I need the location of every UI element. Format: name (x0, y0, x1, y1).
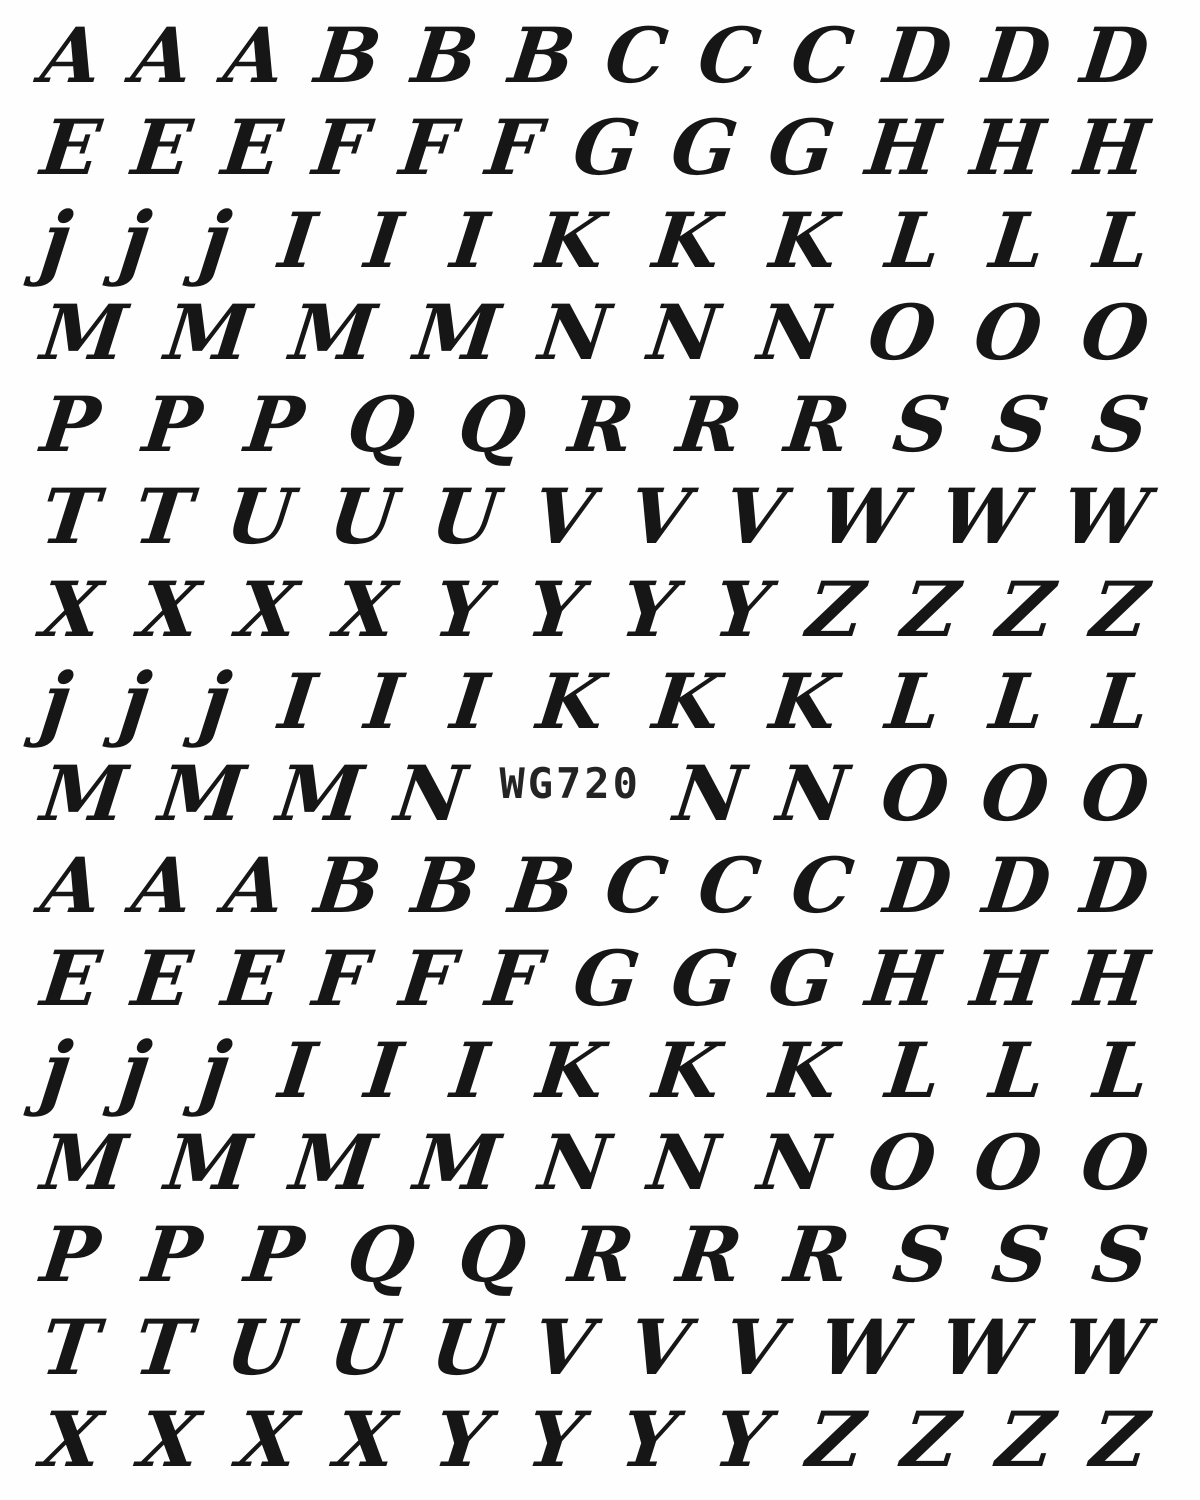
letter-glyph: L (881, 195, 946, 285)
letter-glyph: X (36, 1394, 107, 1484)
letter-glyph: T (129, 472, 197, 562)
letter-glyph: A (36, 11, 107, 101)
letter-glyph: N (772, 749, 854, 839)
letter-glyph: M (154, 749, 250, 839)
letter-glyph: Z (992, 1394, 1059, 1484)
letter-glyph: I (274, 656, 322, 746)
letter-glyph: K (532, 195, 610, 285)
letter-glyph: P (138, 380, 207, 470)
letter-glyph: Y (709, 564, 775, 654)
letter-glyph: R (780, 1210, 855, 1300)
letter-glyph: L (985, 656, 1050, 746)
letter-glyph: Z (1087, 1394, 1154, 1484)
letter-row (0, 287, 1200, 377)
letter-glyph: S (987, 380, 1054, 470)
letter-glyph: O (1076, 749, 1154, 839)
letter-glyph: M (36, 287, 132, 377)
letter-glyph: P (138, 1210, 207, 1300)
letter-glyph: K (532, 1025, 610, 1115)
letter-row (0, 474, 1200, 560)
letter-glyph: E (127, 933, 197, 1023)
letter-glyph: B (310, 11, 387, 101)
letter-glyph: H (966, 103, 1049, 193)
letter-glyph: j (194, 654, 236, 749)
letter-glyph: G (666, 933, 743, 1023)
letter-glyph: I (274, 195, 322, 285)
letter-glyph: D (879, 841, 957, 931)
letter-glyph: D (1076, 841, 1154, 931)
letter-glyph: Q (342, 380, 420, 470)
letter-glyph: j (36, 1023, 77, 1118)
letter-glyph: j (115, 193, 157, 288)
letter-glyph: D (978, 11, 1056, 101)
letter-glyph: C (786, 841, 859, 931)
letter-glyph: T (36, 472, 105, 562)
letter-glyph: D (1076, 11, 1154, 101)
letter-row (0, 1212, 1200, 1298)
letter-glyph: A (128, 841, 198, 931)
letter-glyph: Y (522, 564, 588, 654)
letter-glyph: V (719, 1302, 790, 1392)
letter-glyph: G (764, 933, 840, 1023)
letter-glyph: j (194, 1023, 236, 1118)
letter-glyph: I (360, 195, 407, 285)
letter-glyph: R (672, 1210, 747, 1300)
letter-glyph: O (876, 749, 954, 839)
letter-glyph: K (648, 1025, 726, 1115)
letter-glyph: B (407, 11, 483, 101)
letter-glyph: W (935, 472, 1032, 562)
letter-glyph: F (482, 103, 547, 193)
letter-glyph: I (446, 195, 493, 285)
letter-glyph: W (814, 472, 911, 562)
letter-glyph: N (669, 749, 750, 839)
letter-glyph: N (753, 287, 835, 377)
letter-glyph: M (285, 1118, 381, 1208)
letter-glyph: W (814, 1302, 911, 1392)
letter-glyph: V (624, 472, 694, 562)
letter-glyph: O (1076, 287, 1154, 377)
letter-glyph: W (1057, 472, 1154, 562)
letter-glyph: P (240, 380, 309, 470)
letter-glyph: X (331, 1394, 401, 1484)
letter-glyph: Z (803, 1394, 870, 1484)
letter-glyph: E (217, 933, 287, 1023)
letter-glyph: S (1087, 1210, 1154, 1300)
letter-glyph: V (529, 472, 599, 562)
letter-glyph: X (134, 1394, 205, 1484)
letter-glyph: Q (453, 380, 531, 470)
letter-glyph: H (861, 103, 945, 193)
letter-glyph: T (129, 1302, 197, 1392)
letter-glyph: E (36, 933, 106, 1023)
letter-glyph: X (36, 564, 107, 654)
letter-row (0, 933, 1200, 1023)
letter-glyph: E (127, 103, 197, 193)
letter-glyph: G (666, 103, 743, 193)
letter-glyph: C (693, 841, 766, 931)
letter-glyph: H (861, 933, 945, 1023)
letter-glyph: N (534, 1118, 615, 1208)
letter-glyph: U (426, 1302, 504, 1392)
letter-glyph: X (331, 564, 401, 654)
letter-glyph: N (643, 287, 725, 377)
letter-glyph: U (324, 472, 402, 562)
letter-glyph: j (115, 654, 157, 749)
letter-glyph: U (221, 1302, 300, 1392)
letter-glyph: S (888, 380, 955, 470)
letter-glyph: Z (1087, 564, 1154, 654)
letter-glyph: C (600, 841, 673, 931)
letter-glyph: I (446, 656, 493, 746)
letter-glyph: M (409, 287, 505, 377)
letter-glyph: O (969, 287, 1048, 377)
letter-glyph: N (643, 1118, 725, 1208)
letter-glyph: N (534, 287, 615, 377)
letter-glyph: H (1070, 103, 1154, 193)
letter-row (0, 1120, 1200, 1206)
letter-glyph: T (36, 1302, 105, 1392)
letter-glyph: Y (709, 1394, 775, 1484)
letter-glyph: N (390, 749, 472, 839)
letter-glyph: M (409, 1118, 505, 1208)
letter-glyph: A (36, 841, 107, 931)
letter-glyph: M (36, 749, 132, 839)
letter-row (0, 564, 1200, 654)
letter-glyph: O (863, 1118, 941, 1208)
letter-glyph: U (426, 472, 504, 562)
letter-glyph: F (395, 103, 461, 193)
letter-glyph: V (719, 472, 790, 562)
letter-glyph: M (161, 1118, 257, 1208)
letter-glyph: Y (616, 1394, 682, 1484)
letter-glyph: B (310, 841, 387, 931)
letter-row (0, 751, 1200, 837)
letter-glyph: V (529, 1302, 599, 1392)
letter-glyph: M (161, 287, 257, 377)
letter-glyph: X (134, 564, 205, 654)
letter-glyph: K (648, 656, 726, 746)
letter-row (0, 105, 1200, 191)
letter-glyph: R (564, 380, 639, 470)
letter-glyph: A (219, 841, 290, 931)
letter-glyph: Z (897, 564, 965, 654)
letter-glyph: P (240, 1210, 309, 1300)
letter-glyph: M (272, 749, 368, 839)
letter-glyph: A (219, 11, 290, 101)
letter-glyph: G (568, 933, 645, 1023)
letter-glyph: B (504, 11, 580, 101)
letter-glyph: F (482, 933, 547, 1023)
letter-glyph: L (1089, 656, 1154, 746)
letter-glyph: G (764, 103, 840, 193)
letter-glyph: X (232, 564, 303, 654)
letter-glyph: I (446, 1025, 493, 1115)
letter-glyph: M (285, 287, 381, 377)
letter-glyph: S (1087, 380, 1154, 470)
letter-glyph: F (395, 933, 461, 1023)
product-code: WG720 (499, 759, 641, 809)
letter-glyph: K (532, 656, 610, 746)
letter-glyph: O (969, 1118, 1048, 1208)
letter-glyph: Z (803, 564, 870, 654)
letter-glyph: R (672, 380, 747, 470)
letter-glyph: L (985, 195, 1050, 285)
letter-glyph: W (1057, 1302, 1154, 1392)
letter-glyph: O (863, 287, 941, 377)
letter-glyph: K (648, 195, 726, 285)
letter-glyph: H (1070, 933, 1154, 1023)
letter-glyph: E (217, 103, 287, 193)
letter-row (0, 1023, 1200, 1118)
letter-glyph: F (308, 103, 374, 193)
letter-glyph: H (966, 933, 1049, 1023)
letter-row (0, 654, 1200, 749)
letter-glyph: K (765, 195, 843, 285)
letter-glyph: N (753, 1118, 835, 1208)
letter-row (0, 1302, 1200, 1392)
letter-row (0, 13, 1200, 99)
letter-glyph: j (115, 1023, 157, 1118)
letter-glyph: j (36, 654, 77, 749)
letter-glyph: U (221, 472, 300, 562)
letter-glyph: B (407, 841, 483, 931)
letter-glyph: Z (992, 564, 1059, 654)
letter-glyph: I (360, 656, 407, 746)
letter-glyph: Q (342, 1210, 420, 1300)
letter-glyph: A (128, 11, 198, 101)
letter-glyph: R (564, 1210, 639, 1300)
letter-glyph: M (36, 1118, 132, 1208)
letter-glyph: B (504, 841, 580, 931)
letter-glyph: C (693, 11, 766, 101)
letter-glyph: G (568, 103, 645, 193)
letter-glyph: C (786, 11, 859, 101)
letter-glyph: L (1089, 1025, 1154, 1115)
letter-glyph: C (600, 11, 673, 101)
letter-glyph: j (36, 193, 77, 288)
letter-row (0, 382, 1200, 468)
letter-row (0, 1394, 1200, 1484)
letter-glyph: Z (897, 1394, 965, 1484)
letter-glyph: W (935, 1302, 1032, 1392)
letter-row (0, 193, 1200, 288)
letter-glyph: P (36, 1210, 105, 1300)
letter-row (0, 843, 1200, 929)
letter-glyph: L (881, 656, 946, 746)
letter-glyph: P (36, 380, 105, 470)
letter-glyph: I (274, 1025, 322, 1115)
letter-glyph: L (985, 1025, 1050, 1115)
letter-glyph: D (879, 11, 957, 101)
letter-glyph: D (978, 841, 1056, 931)
letter-glyph: L (1089, 195, 1154, 285)
letter-glyph: Y (429, 564, 495, 654)
letter-glyph: O (1076, 1118, 1154, 1208)
letter-glyph: Y (522, 1394, 588, 1484)
letter-glyph: L (881, 1025, 946, 1115)
letter-glyph: K (765, 1025, 843, 1115)
letter-glyph: O (976, 749, 1054, 839)
letter-glyph: R (780, 380, 855, 470)
letter-glyph: Q (453, 1210, 531, 1300)
letter-glyph: S (888, 1210, 955, 1300)
letter-glyph: j (194, 193, 236, 288)
letter-glyph: X (232, 1394, 303, 1484)
letter-glyph: Y (429, 1394, 495, 1484)
letter-glyph: F (308, 933, 374, 1023)
letter-glyph: V (624, 1302, 694, 1392)
letter-glyph: U (324, 1302, 402, 1392)
letter-glyph: S (987, 1210, 1054, 1300)
letter-glyph: Y (616, 564, 682, 654)
letter-glyph: I (360, 1025, 407, 1115)
letter-glyph: K (765, 656, 843, 746)
letter-glyph: E (36, 103, 106, 193)
